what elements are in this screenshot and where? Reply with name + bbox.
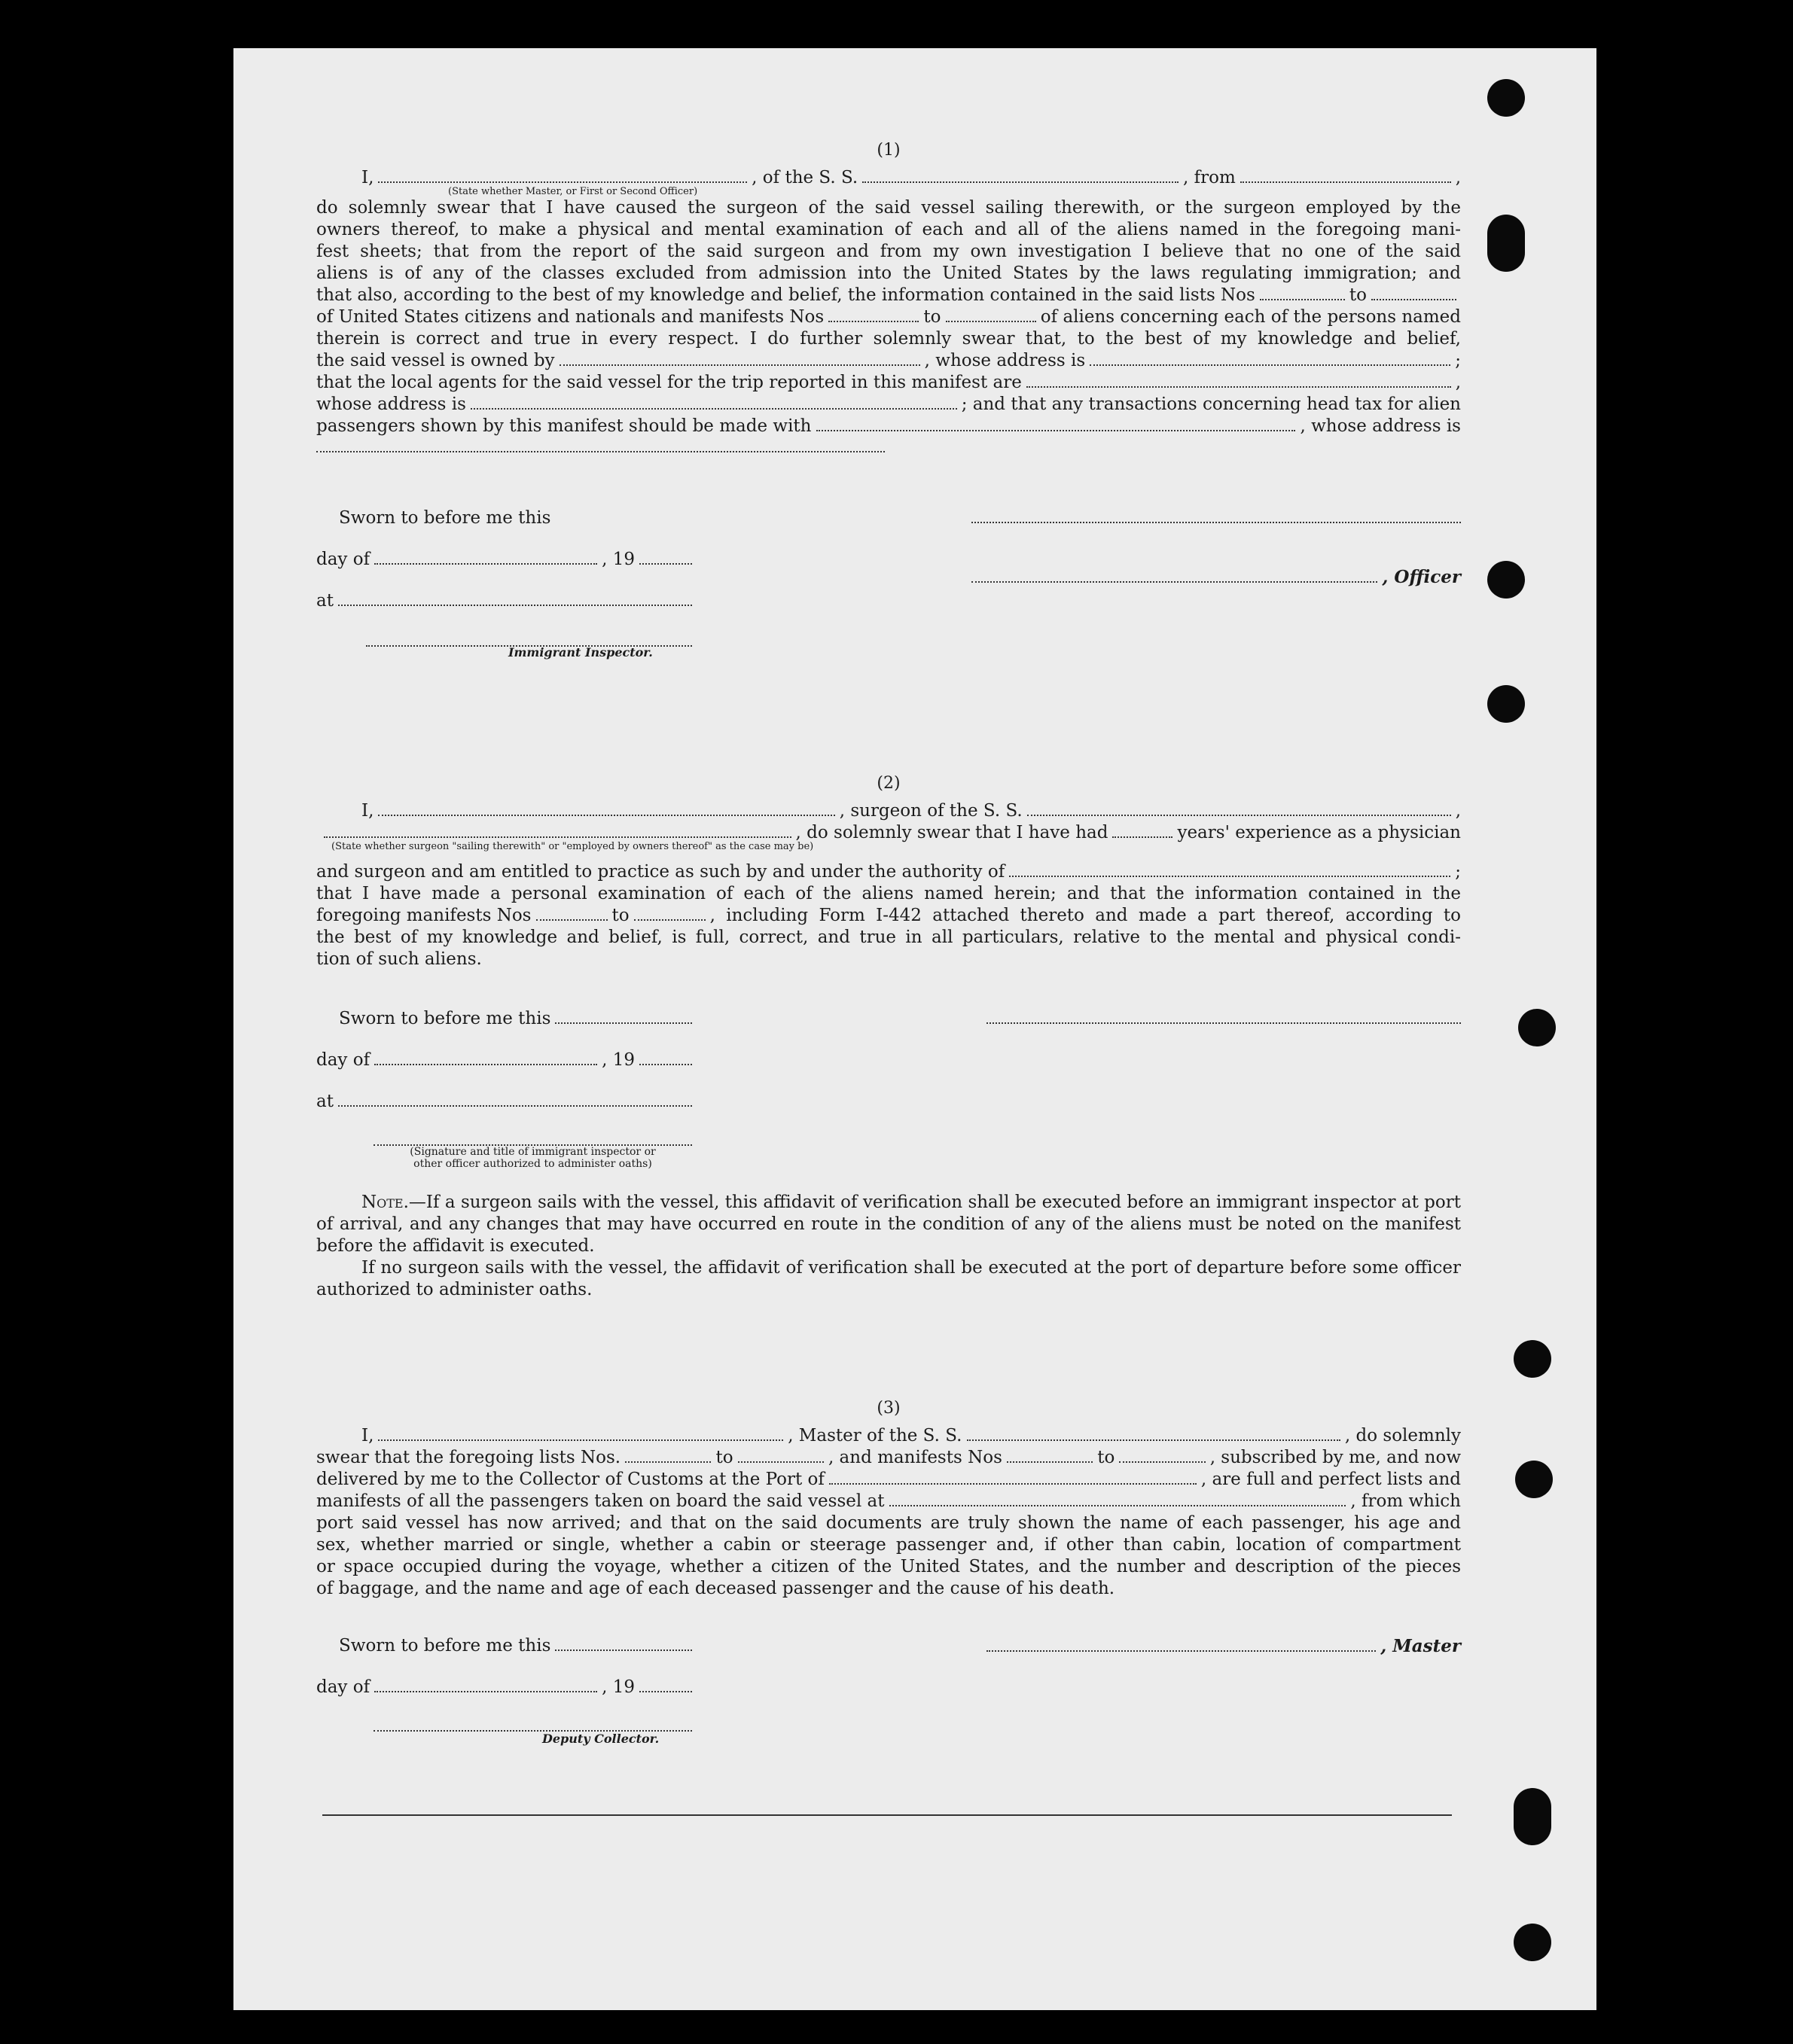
sworn-year-field[interactable] (639, 550, 692, 565)
master-signature-field[interactable] (986, 1637, 1376, 1652)
affidavit-master: (1) I, , of the S. S. , from , (State whether Master, or First or Second Officer) do solemnly swear that I have caused the surgeon of the said vessel sailing therewith, or the surgeon employed by the owners thereof, to make a physical and mental examination of each and all of the aliens named in the foregoing mani- fest sheets; that from the report of the said surgeon and from my own investigation I believe that no one of the said aliens is of any of the classes excluded from admission into the United States by the laws regulating immigration; and that also, according to the best of my knowledge and belief, the information contained in the said lists Nos to of United States citizens and nationals and manifests Nos to of aliens concerning each of the persons named therein is correct and true in every respect. I do further solemnly swear that, to the best of my knowledge and belief, the said vessel is owned by , whose address is ; that the local agents for the said vessel for the trip reported in this manifest are , whose address is ; and that any transactions concerning head tax for alien passengers shown by this manifest should be made with , whose address is (316, 139, 1461, 452)
owner-field[interactable] (560, 351, 920, 366)
sworn-date-field[interactable] (555, 1636, 692, 1651)
punch-hole (1487, 685, 1525, 723)
surgeon-name-field[interactable] (378, 801, 834, 816)
body-line: the best of my knowledge and belief, is full, correct, and true in all particulars, relative to the mental and physical condi- (316, 928, 1461, 947)
list-nos-to-field[interactable] (738, 1448, 824, 1463)
agents-address-field[interactable] (471, 394, 957, 410)
section-number: (2) (877, 774, 901, 793)
punch-hole (1514, 1340, 1551, 1378)
body-line: aliens is of any of the classes excluded from admission into the United States by the laws regulating immigration; and (316, 263, 1461, 283)
surgeon-signature-field[interactable] (986, 1009, 1461, 1024)
collector-signature-field[interactable] (374, 1717, 692, 1732)
manifest-nos-to-field[interactable] (1119, 1448, 1205, 1463)
collector-caption: Deputy Collector. (542, 1732, 660, 1746)
from-port-field[interactable] (1240, 168, 1451, 183)
manifest-nos-from-field[interactable] (1007, 1448, 1093, 1463)
vessel-name-field[interactable] (862, 168, 1179, 183)
local-agents-field[interactable] (1026, 373, 1451, 388)
affidavit-delivery: (3) I, , Master of the S. S. , do solemnly swear that the foregoing lists Nos. to , and manifests Nos to , subscribed by me, and now delivered by me to the Collector of Customs at the Port of , are full and perfect lists and manifests of all the passengers taken on board the said vessel at , from which port said vessel has now arrived; and that on the said documents are truly shown the name of each passenger, his age and sex, whether married or single, whether a cabin or steerage passenger and, if other than cabin, location of compartment or space occupied during the voyage, whether a citizen of the United States, and the number and description of the pieces of baggage, and the name and age of each deceased passenger and the cause of his death. (316, 1399, 1462, 1598)
sworn-date-field[interactable] (555, 1009, 692, 1024)
master-vessel-field[interactable] (967, 1426, 1340, 1441)
port-field[interactable] (829, 1470, 1197, 1485)
surgeon-vessel-field[interactable] (1027, 801, 1451, 816)
master-line: I, , of the S. S. , from , (361, 168, 1461, 187)
sworn-block-1: Sworn to before me this day of , 19 at Immigrant Inspector. (316, 508, 697, 658)
list-nos-from-field[interactable] (625, 1448, 711, 1463)
body-line: do solemnly swear that I have caused the surgeon of the said vessel sailing therewith, or the surgeon employed by the (316, 198, 1461, 218)
inspector-signature-field[interactable] (374, 1131, 692, 1146)
list-nos-from-field[interactable] (1260, 285, 1345, 300)
body-line: tion of such aliens. (316, 949, 482, 969)
manifest-nos-to-field[interactable] (946, 307, 1036, 322)
officer-signature-field[interactable] (971, 568, 1377, 583)
body-line: of baggage, and the name and age of each deceased passenger and the cause of his death. (316, 1579, 1115, 1598)
punch-hole (1487, 561, 1525, 599)
master-name-field[interactable] (378, 1426, 783, 1441)
sworn-day-field[interactable] (374, 550, 597, 565)
punch-hole (1518, 1009, 1556, 1046)
body-line: owners thereof, to make a physical and mental examination of each and all of the aliens named in the foregoing mani- (316, 220, 1461, 239)
punch-hole (1514, 1924, 1551, 1961)
officer-name-field[interactable] (378, 168, 747, 183)
authority-field[interactable] (1009, 862, 1450, 877)
officer-signature-line[interactable] (971, 508, 1461, 523)
note-block: Note.—If a surgeon sails with the vessel, this affidavit of verification shall be executed before an immigrant inspector at port of arrival, and any changes that may have occurred en route in the condition of any of the aliens must be noted on the manifest before the affidavit is executed. If no surgeon sails with the vessel, the affidavit of verification shall be executed at the port of departure before some officer authorized to administer oaths. (316, 1193, 1461, 1299)
master-signature-block: , Master (986, 1636, 1461, 1656)
owner-address-field[interactable] (1090, 351, 1450, 366)
officer-caption: (State whether Master, or First or Second Officer) (448, 186, 698, 197)
officer-signature-block: , Officer (971, 508, 1461, 587)
manifest-nos-from-field[interactable] (536, 906, 608, 921)
body-line: fest sheets; that from the report of the said surgeon and from my own investigation I believe that no one of the said (316, 242, 1461, 261)
section-number: (3) (877, 1399, 901, 1418)
body-line: port said vessel has now arrived; and that on the said documents are truly shown the name of each passenger, his age and (316, 1513, 1461, 1533)
affidavit-surgeon: (2) I, , surgeon of the S. S. , , do solemnly swear that I have had years' experience as a physician (State whether surgeon "sailing therewith" or "employed by owners thereof" as the case may be) and surgeon and am entitled to practice as such by and under the authority of ; that I have made a personal examination of each of the aliens named herein; and that the information contained in the foregoing manifests Nos to , including Form I-442 attached thereto and made a part thereof, according to the best of my knowledge and belief, is full, correct, and true in all particulars, relative to the mental and physical condi- tion of such aliens. (316, 774, 1461, 969)
sworn-day-field[interactable] (374, 1677, 597, 1692)
surgeon-signature-block (986, 1009, 1461, 1024)
sworn-block-3: Sworn to before me this day of , 19 Deputy Collector. (316, 1636, 697, 1746)
sworn-day-field[interactable] (374, 1050, 597, 1065)
surgeon-status-field[interactable] (324, 823, 791, 838)
head-tax-address-field[interactable] (316, 437, 885, 452)
section-number: (1) (877, 141, 901, 160)
punch-hole (1487, 215, 1525, 272)
punch-hole (1487, 79, 1525, 117)
head-tax-contact-field[interactable] (816, 416, 1296, 431)
sworn-place-field[interactable] (338, 591, 692, 606)
list-nos-to-field[interactable] (1371, 285, 1456, 300)
punch-hole (1514, 1788, 1551, 1845)
boarding-port-field[interactable] (889, 1491, 1346, 1506)
note-label: Note. (361, 1193, 409, 1212)
body-line: sex, whether married or single, whether a cabin or steerage passenger and, if other than cabin, location of compartment (316, 1535, 1461, 1555)
bottom-rule (322, 1814, 1452, 1816)
body-line: therein is correct and true in every respect. I do further solemnly swear that, to the best of my knowledge and belief, (316, 329, 1461, 349)
inspector-caption: Immigrant Inspector. (508, 645, 653, 660)
surgeon-caption: (State whether surgeon "sailing therewith" or "employed by owners thereof" as the case may be) (331, 841, 814, 852)
body-line: or space occupied during the voyage, whether a citizen of the United States, and the number and description of the pieces (316, 1557, 1461, 1576)
sworn-year-field[interactable] (639, 1677, 692, 1692)
years-experience-field[interactable] (1112, 823, 1172, 838)
sworn-place-field[interactable] (338, 1092, 692, 1107)
body-line: that I have made a personal examination of each of the aliens named herein; and that the information contained in the (316, 884, 1461, 903)
manifest-nos-from-field[interactable] (828, 307, 919, 322)
sworn-block-2: Sworn to before me this day of , 19 at (Signature and title of immigrant inspector or other officer authorized to administer oaths) (316, 1009, 697, 1170)
inspector-signature-field[interactable] (366, 632, 692, 647)
manifest-nos-to-field[interactable] (634, 906, 706, 921)
sworn-year-field[interactable] (639, 1050, 692, 1065)
punch-hole (1515, 1461, 1553, 1498)
